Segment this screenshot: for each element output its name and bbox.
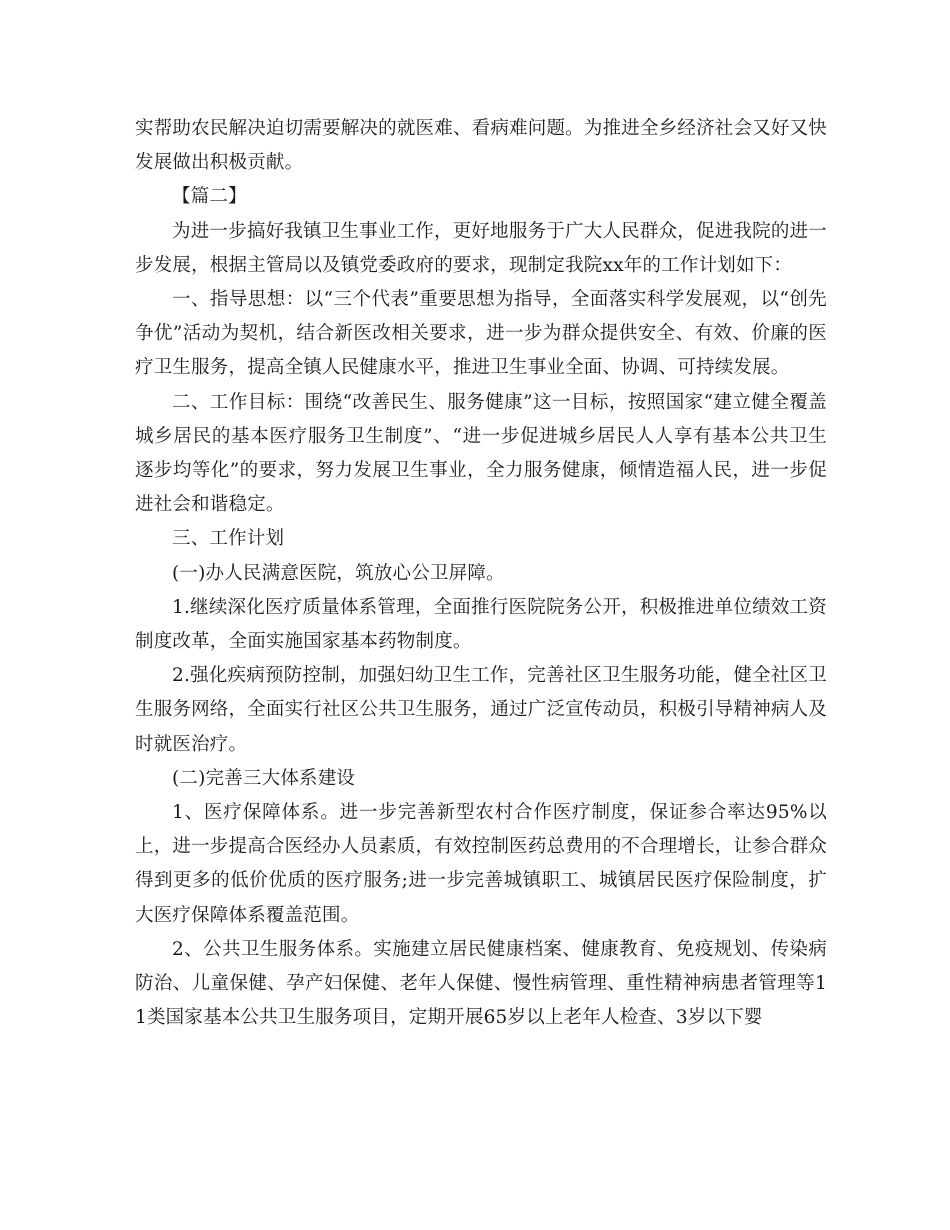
paragraph: 2、公共卫生服务体系。实施建立居民健康档案、健康教育、免疫规划、传染病防治、儿童保健、孕产妇保健、老年人保健、慢性病管理、重性精神病患者管理等11类国家基本公共卫生服务项目，定期开展65岁以上老年人检查、3岁以下婴 <box>135 938 827 1029</box>
subsection-heading: (二)完善三大体系建设 <box>172 767 356 789</box>
section-heading: 三、工作计划 <box>172 528 285 550</box>
subsection-heading: (一)办人民满意医院，筑放心公卫屏障。 <box>172 562 505 584</box>
paragraph: 2.强化疾病预防控制，加强妇幼卫生工作，完善社区卫生服务功能，健全社区卫生服务网络，全面实行社区公共卫生服务，通过广泛宣传动员，积极引导精神病人及时就医治疗。 <box>135 665 827 755</box>
paragraph: 二、工作目标：围绕“改善民生、服务健康”这一目标，按照国家“建立健全覆盖城乡居民的基本医疗服务卫生制度”、“进一步促进城乡居民人人享有基本公共卫生逐步均等化”的要求，努力发展卫生事业，全力服务健康，倾情造福人民，进一步促进社会和谐稳定。 <box>135 391 827 516</box>
paragraph: 实帮助农民解决迫切需要解决的就医难、看病难问题。为推进全乡经济社会又好又快发展做出积极贡献。 <box>135 118 827 174</box>
paragraph: 一、指导思想：以“三个代表”重要思想为指导，全面落实科学发展观，以“创先争优”活动为契机，结合新医改相关要求，进一步为群众提供安全、有效、价廉的医疗卫生服务，提高全镇人民健康水平，推进卫生事业全面、协调、可持续发展。 <box>135 289 827 379</box>
paragraph: 为进一步搞好我镇卫生事业工作，更好地服务于广大人民群众，促进我院的进一步发展，根据主管局以及镇党委政府的要求，现制定我院xx年的工作计划如下： <box>135 220 827 276</box>
document-body <box>135 112 827 1035</box>
section-heading: 【篇二】 <box>172 186 247 208</box>
paragraph: 1.继续深化医疗质量体系管理，全面推行医院院务公开，积极推进单位绩效工资制度改革，全面实施国家基本药物制度。 <box>135 596 827 653</box>
paragraph: 1、医疗保障体系。进一步完善新型农村合作医疗制度，保证参合率达95%以上，进一步提高合医经办人员素质，有效控制医药总费用的不合理增长，让参合群众得到更多的低价优质的医疗服务;进一步完善城镇职工、城镇居民医疗保险制度，扩大医疗保障体系覆盖范围。 <box>135 802 827 926</box>
